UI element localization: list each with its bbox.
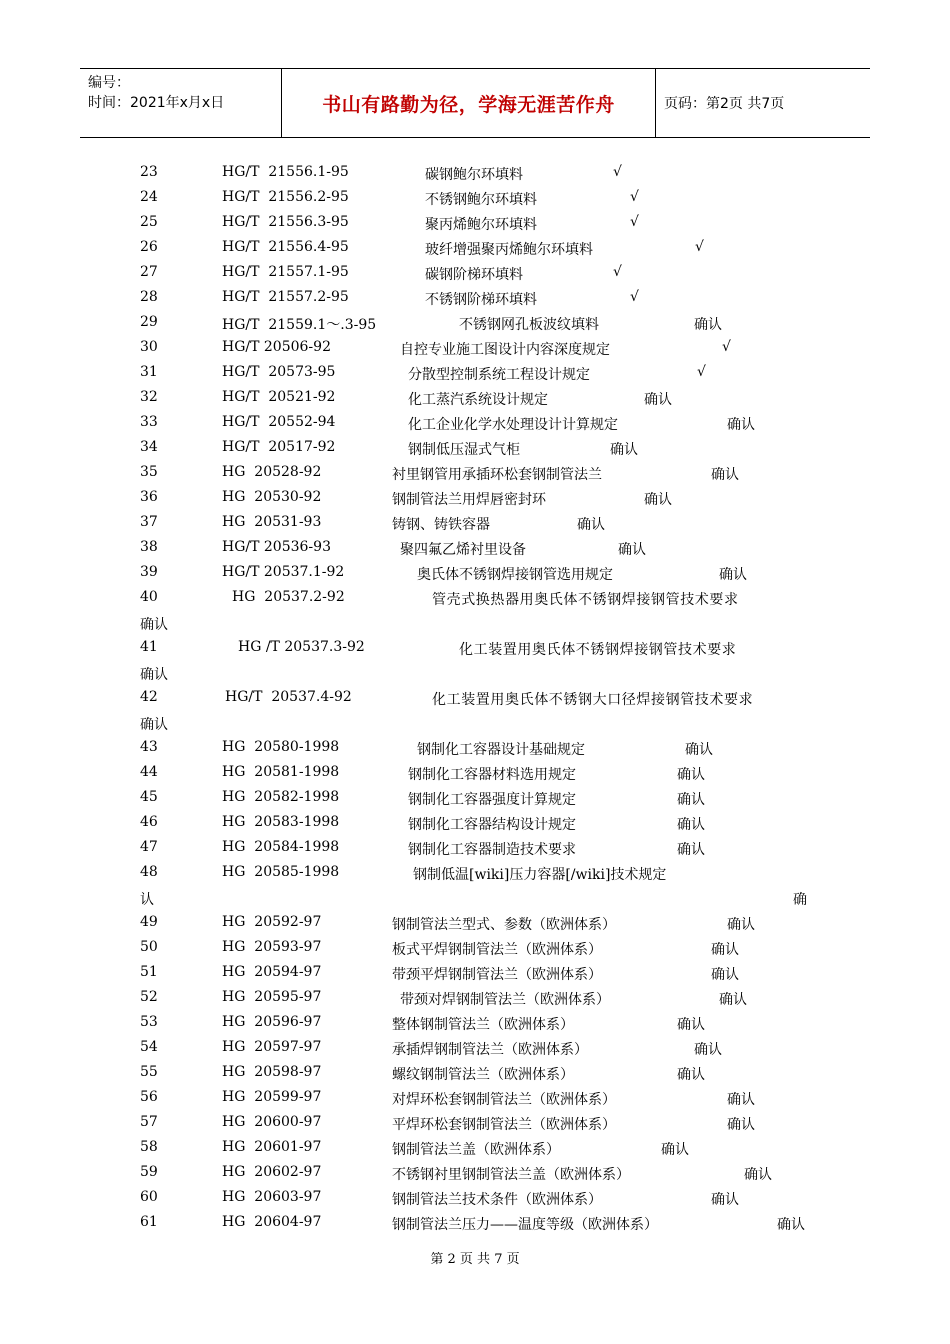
list-item: [0, 235, 950, 260]
standard-title: 螺纹钢制管法兰（欧洲体系）: [392, 1067, 574, 1083]
standard-title: 承插焊钢制管法兰（欧洲体系）: [392, 1042, 588, 1058]
standard-code: HG/T 20552-94: [222, 414, 336, 430]
page-footer: 第 2 页 共 7 页: [430, 1252, 520, 1267]
standard-title: 整体钢制管法兰（欧洲体系）: [392, 1017, 574, 1033]
confirm-status: 确认: [694, 1042, 722, 1058]
standard-code: HG/T 20536-93: [222, 539, 331, 555]
standard-code: HG 20603-97: [222, 1189, 322, 1205]
standard-code: HG 20530-92: [222, 489, 322, 505]
standard-code: HG/T 20573-95: [222, 364, 336, 380]
list-item: [0, 785, 950, 810]
check-mark-icon: √: [697, 364, 706, 380]
standard-code: HG 20602-97: [222, 1164, 322, 1180]
document-number-label: 编号：: [88, 75, 130, 91]
item-number: 60: [140, 1189, 158, 1205]
list-item: [0, 1060, 950, 1085]
standard-code: HG/T 21556.2-95: [222, 189, 349, 205]
standard-code: HG 20599-97: [222, 1089, 322, 1105]
standard-title: 钢制化工容器结构设计规定: [408, 817, 576, 833]
standard-code: HG/T 21557.1-95: [222, 264, 349, 280]
standard-title: 不锈钢衬里钢制管法兰盖（欧洲体系）: [392, 1167, 630, 1183]
list-item: [0, 1010, 950, 1035]
item-number: 59: [140, 1164, 158, 1180]
check-mark-icon: √: [613, 164, 622, 180]
standard-title: 钢制管法兰技术条件（欧洲体系）: [392, 1192, 602, 1208]
standard-code: HG 20531-93: [222, 514, 322, 530]
confirm-status: 确认: [677, 817, 705, 833]
standard-title: 奥氏体不锈钢焊接钢管选用规定: [417, 567, 613, 583]
standard-code: HG 20584-1998: [222, 839, 340, 855]
list-item: [0, 260, 950, 285]
standard-code: HG 20581-1998: [222, 764, 340, 780]
standard-code: HG 20595-97: [222, 989, 322, 1005]
list-item: [0, 435, 950, 460]
standard-code: HG /T 20537.3-92: [238, 639, 365, 655]
check-mark-icon: √: [613, 264, 622, 280]
check-mark-icon: √: [630, 214, 639, 230]
standard-title: 带颈对焊钢制管法兰（欧洲体系）: [400, 992, 610, 1008]
list-item: [0, 560, 950, 585]
check-mark-icon: √: [695, 239, 704, 255]
standard-title: 聚四氟乙烯衬里设备: [400, 542, 526, 558]
standard-title: 钢制管法兰用焊唇密封环: [392, 492, 546, 508]
item-number: 23: [140, 164, 158, 180]
item-number: 56: [140, 1089, 158, 1105]
standard-code: HG 20597-97: [222, 1039, 322, 1055]
item-number: 61: [140, 1214, 158, 1230]
item-number: 42: [140, 689, 158, 705]
confirm-status: 确认: [744, 1167, 772, 1183]
list-item: [0, 385, 950, 410]
check-mark-icon: √: [630, 289, 639, 305]
list-item: [0, 635, 950, 683]
standard-code: HG 20596-97: [222, 1014, 322, 1030]
standard-title: 钢制化工容器材料选用规定: [408, 767, 576, 783]
standard-code: HG/T 21556.1-95: [222, 164, 349, 180]
standard-title: 钢制低温[wiki]压力容器[/wiki]技术规定: [413, 867, 667, 883]
item-number: 49: [140, 914, 158, 930]
confirm-status: 确认: [711, 1192, 739, 1208]
confirm-status: 确认: [644, 392, 672, 408]
standard-code: HG 20601-97: [222, 1139, 322, 1155]
standard-code: HG/T 20521-92: [222, 389, 336, 405]
header-page-label: 页码：第2页 共7页: [664, 96, 785, 112]
item-number: 41: [140, 639, 158, 655]
standard-code: HG 20604-97: [222, 1214, 322, 1230]
confirm-status: 确认: [140, 667, 168, 683]
list-item: [0, 185, 950, 210]
document-date-label: 时间：2021年x月x日: [88, 95, 225, 111]
confirm-status-wrap: 认: [140, 892, 154, 908]
header-left-cell: [80, 69, 282, 137]
item-number: 46: [140, 814, 158, 830]
confirm-status: 确认: [719, 992, 747, 1008]
standard-code: HG/T 21556.4-95: [222, 239, 349, 255]
item-number: 36: [140, 489, 158, 505]
list-item: [0, 210, 950, 235]
list-item: [0, 1085, 950, 1110]
list-item: [0, 960, 950, 985]
item-number: 30: [140, 339, 158, 355]
list-item: [0, 460, 950, 485]
page-header: [80, 68, 870, 138]
confirm-status: 确认: [677, 842, 705, 858]
standard-code: HG/T 21557.2-95: [222, 289, 349, 305]
standard-code: HG/T 21559.1～.3-95: [222, 317, 377, 333]
standard-title: 聚丙烯鲍尔环填料: [425, 217, 537, 233]
confirm-status: 确认: [577, 517, 605, 533]
list-item: [0, 935, 950, 960]
list-item: [0, 1185, 950, 1210]
list-item: [0, 685, 950, 733]
standard-code: HG/T 20537.1-92: [222, 564, 345, 580]
item-number: 55: [140, 1064, 158, 1080]
confirm-status: 确认: [727, 1117, 755, 1133]
standard-title: 钢制管法兰压力——温度等级（欧洲体系）: [392, 1217, 658, 1233]
item-number: 51: [140, 964, 158, 980]
item-number: 57: [140, 1114, 158, 1130]
standard-title: 不锈钢鲍尔环填料: [425, 192, 537, 208]
standard-title: 钢制化工容器制造技术要求: [408, 842, 576, 858]
list-item: [0, 360, 950, 385]
standard-title: 分散型控制系统工程设计规定: [408, 367, 590, 383]
item-number: 38: [140, 539, 158, 555]
item-number: 47: [140, 839, 158, 855]
list-item: [0, 860, 950, 908]
standard-title: 钢制化工容器强度计算规定: [408, 792, 576, 808]
standard-title: 管壳式换热器用奥氏体不锈钢焊接钢管技术要求: [432, 592, 739, 608]
list-item: [0, 410, 950, 435]
item-number: 26: [140, 239, 158, 255]
header-motto: 书山有路勤为径，学海无涯苦作舟: [322, 93, 615, 116]
list-item: [0, 485, 950, 510]
list-item: [0, 910, 950, 935]
list-item: [0, 1135, 950, 1160]
standard-code: HG/T 20506-92: [222, 339, 331, 355]
confirm-status: 确认: [140, 717, 168, 733]
confirm-status: 确认: [727, 417, 755, 433]
confirm-status: 确认: [719, 567, 747, 583]
list-item: [0, 735, 950, 760]
standard-title: 带颈平焊钢制管法兰（欧洲体系）: [392, 967, 602, 983]
item-number: 50: [140, 939, 158, 955]
header-page-cell: [656, 69, 870, 137]
list-item: [0, 1110, 950, 1135]
confirm-status: 确认: [661, 1142, 689, 1158]
item-number: 58: [140, 1139, 158, 1155]
header-motto-cell: [282, 69, 656, 137]
item-number: 33: [140, 414, 158, 430]
confirm-status: 确认: [618, 542, 646, 558]
list-item: [0, 285, 950, 310]
confirm-status: 确认: [610, 442, 638, 458]
confirm-status: 确认: [644, 492, 672, 508]
standard-title: 钢制管法兰型式、参数（欧洲体系）: [392, 917, 616, 933]
item-number: 54: [140, 1039, 158, 1055]
standard-code: HG 20593-97: [222, 939, 322, 955]
standard-title: 自控专业施工图设计内容深度规定: [400, 342, 610, 358]
list-item: [0, 535, 950, 560]
item-number: 27: [140, 264, 158, 280]
standard-code: HG 20592-97: [222, 914, 322, 930]
standard-code: HG 20537.2-92: [232, 589, 345, 605]
standard-title: 不锈钢网孔板波纹填料: [459, 317, 599, 333]
item-number: 32: [140, 389, 158, 405]
list-item: [0, 760, 950, 785]
confirm-status: 确: [793, 892, 807, 908]
standard-title: 衬里钢管用承插环松套钢制管法兰: [392, 467, 602, 483]
confirm-status: 确认: [677, 767, 705, 783]
standard-code: HG 20583-1998: [222, 814, 340, 830]
item-number: 43: [140, 739, 158, 755]
list-item: [0, 585, 950, 633]
standard-code: HG 20582-1998: [222, 789, 340, 805]
standard-code: HG/T 20537.4-92: [225, 689, 352, 705]
standard-title: 不锈钢阶梯环填料: [425, 292, 537, 308]
standard-code: HG 20580-1998: [222, 739, 340, 755]
standard-title: 碳钢鲍尔环填料: [425, 167, 523, 183]
item-number: 39: [140, 564, 158, 580]
item-number: 44: [140, 764, 158, 780]
list-item: [0, 335, 950, 360]
list-item: [0, 1160, 950, 1185]
confirm-status: 确认: [777, 1217, 805, 1233]
item-number: 25: [140, 214, 158, 230]
confirm-status: 确认: [711, 967, 739, 983]
confirm-status: 确认: [711, 467, 739, 483]
standard-code: HG/T 20517-92: [222, 439, 336, 455]
confirm-status: 确认: [685, 742, 713, 758]
standard-code: HG/T 21556.3-95: [222, 214, 349, 230]
standard-code: HG 20594-97: [222, 964, 322, 980]
standard-title: 平焊环松套钢制管法兰（欧洲体系）: [392, 1117, 616, 1133]
item-number: 29: [140, 314, 158, 330]
standard-title: 化工装置用奥氏体不锈钢焊接钢管技术要求: [459, 642, 737, 658]
standard-title: 碳钢阶梯环填料: [425, 267, 523, 283]
confirm-status: 确认: [677, 792, 705, 808]
standard-title: 钢制低压湿式气柜: [408, 442, 520, 458]
list-item: [0, 810, 950, 835]
confirm-status: 确认: [727, 917, 755, 933]
check-mark-icon: √: [630, 189, 639, 205]
standard-code: HG 20600-97: [222, 1114, 322, 1130]
list-item: [0, 985, 950, 1010]
list-item: [0, 1210, 950, 1235]
standard-title: 钢制管法兰盖（欧洲体系）: [392, 1142, 560, 1158]
item-number: 40: [140, 589, 158, 605]
confirm-status: 确认: [677, 1067, 705, 1083]
standard-title: 化工装置用奥氏体不锈钢大口径焊接钢管技术要求: [432, 692, 754, 708]
item-number: 52: [140, 989, 158, 1005]
item-number: 31: [140, 364, 158, 380]
item-number: 24: [140, 189, 158, 205]
list-item: [0, 835, 950, 860]
list-item: [0, 1035, 950, 1060]
item-number: 37: [140, 514, 158, 530]
standard-code: HG 20528-92: [222, 464, 322, 480]
confirm-status: 确认: [677, 1017, 705, 1033]
standard-title: 钢制化工容器设计基础规定: [417, 742, 585, 758]
confirm-status: 确认: [140, 617, 168, 633]
standard-title: 对焊环松套钢制管法兰（欧洲体系）: [392, 1092, 616, 1108]
list-item: [0, 510, 950, 535]
standard-title: 化工企业化学水处理设计计算规定: [408, 417, 618, 433]
item-number: 34: [140, 439, 158, 455]
standard-title: 化工蒸汽系统设计规定: [408, 392, 548, 408]
standard-title: 玻纤增强聚丙烯鲍尔环填料: [425, 242, 593, 258]
standard-title: 铸钢、铸铁容器: [392, 517, 490, 533]
confirm-status: 确认: [727, 1092, 755, 1108]
standard-title: 板式平焊钢制管法兰（欧洲体系）: [392, 942, 602, 958]
list-item: [0, 310, 950, 335]
list-item: [0, 160, 950, 185]
standard-code: HG 20585-1998: [222, 864, 340, 880]
item-number: 53: [140, 1014, 158, 1030]
item-number: 48: [140, 864, 158, 880]
item-number: 28: [140, 289, 158, 305]
confirm-status: 确认: [694, 317, 722, 333]
item-number: 35: [140, 464, 158, 480]
confirm-status: 确认: [711, 942, 739, 958]
check-mark-icon: √: [722, 339, 731, 355]
standard-code: HG 20598-97: [222, 1064, 322, 1080]
item-number: 45: [140, 789, 158, 805]
